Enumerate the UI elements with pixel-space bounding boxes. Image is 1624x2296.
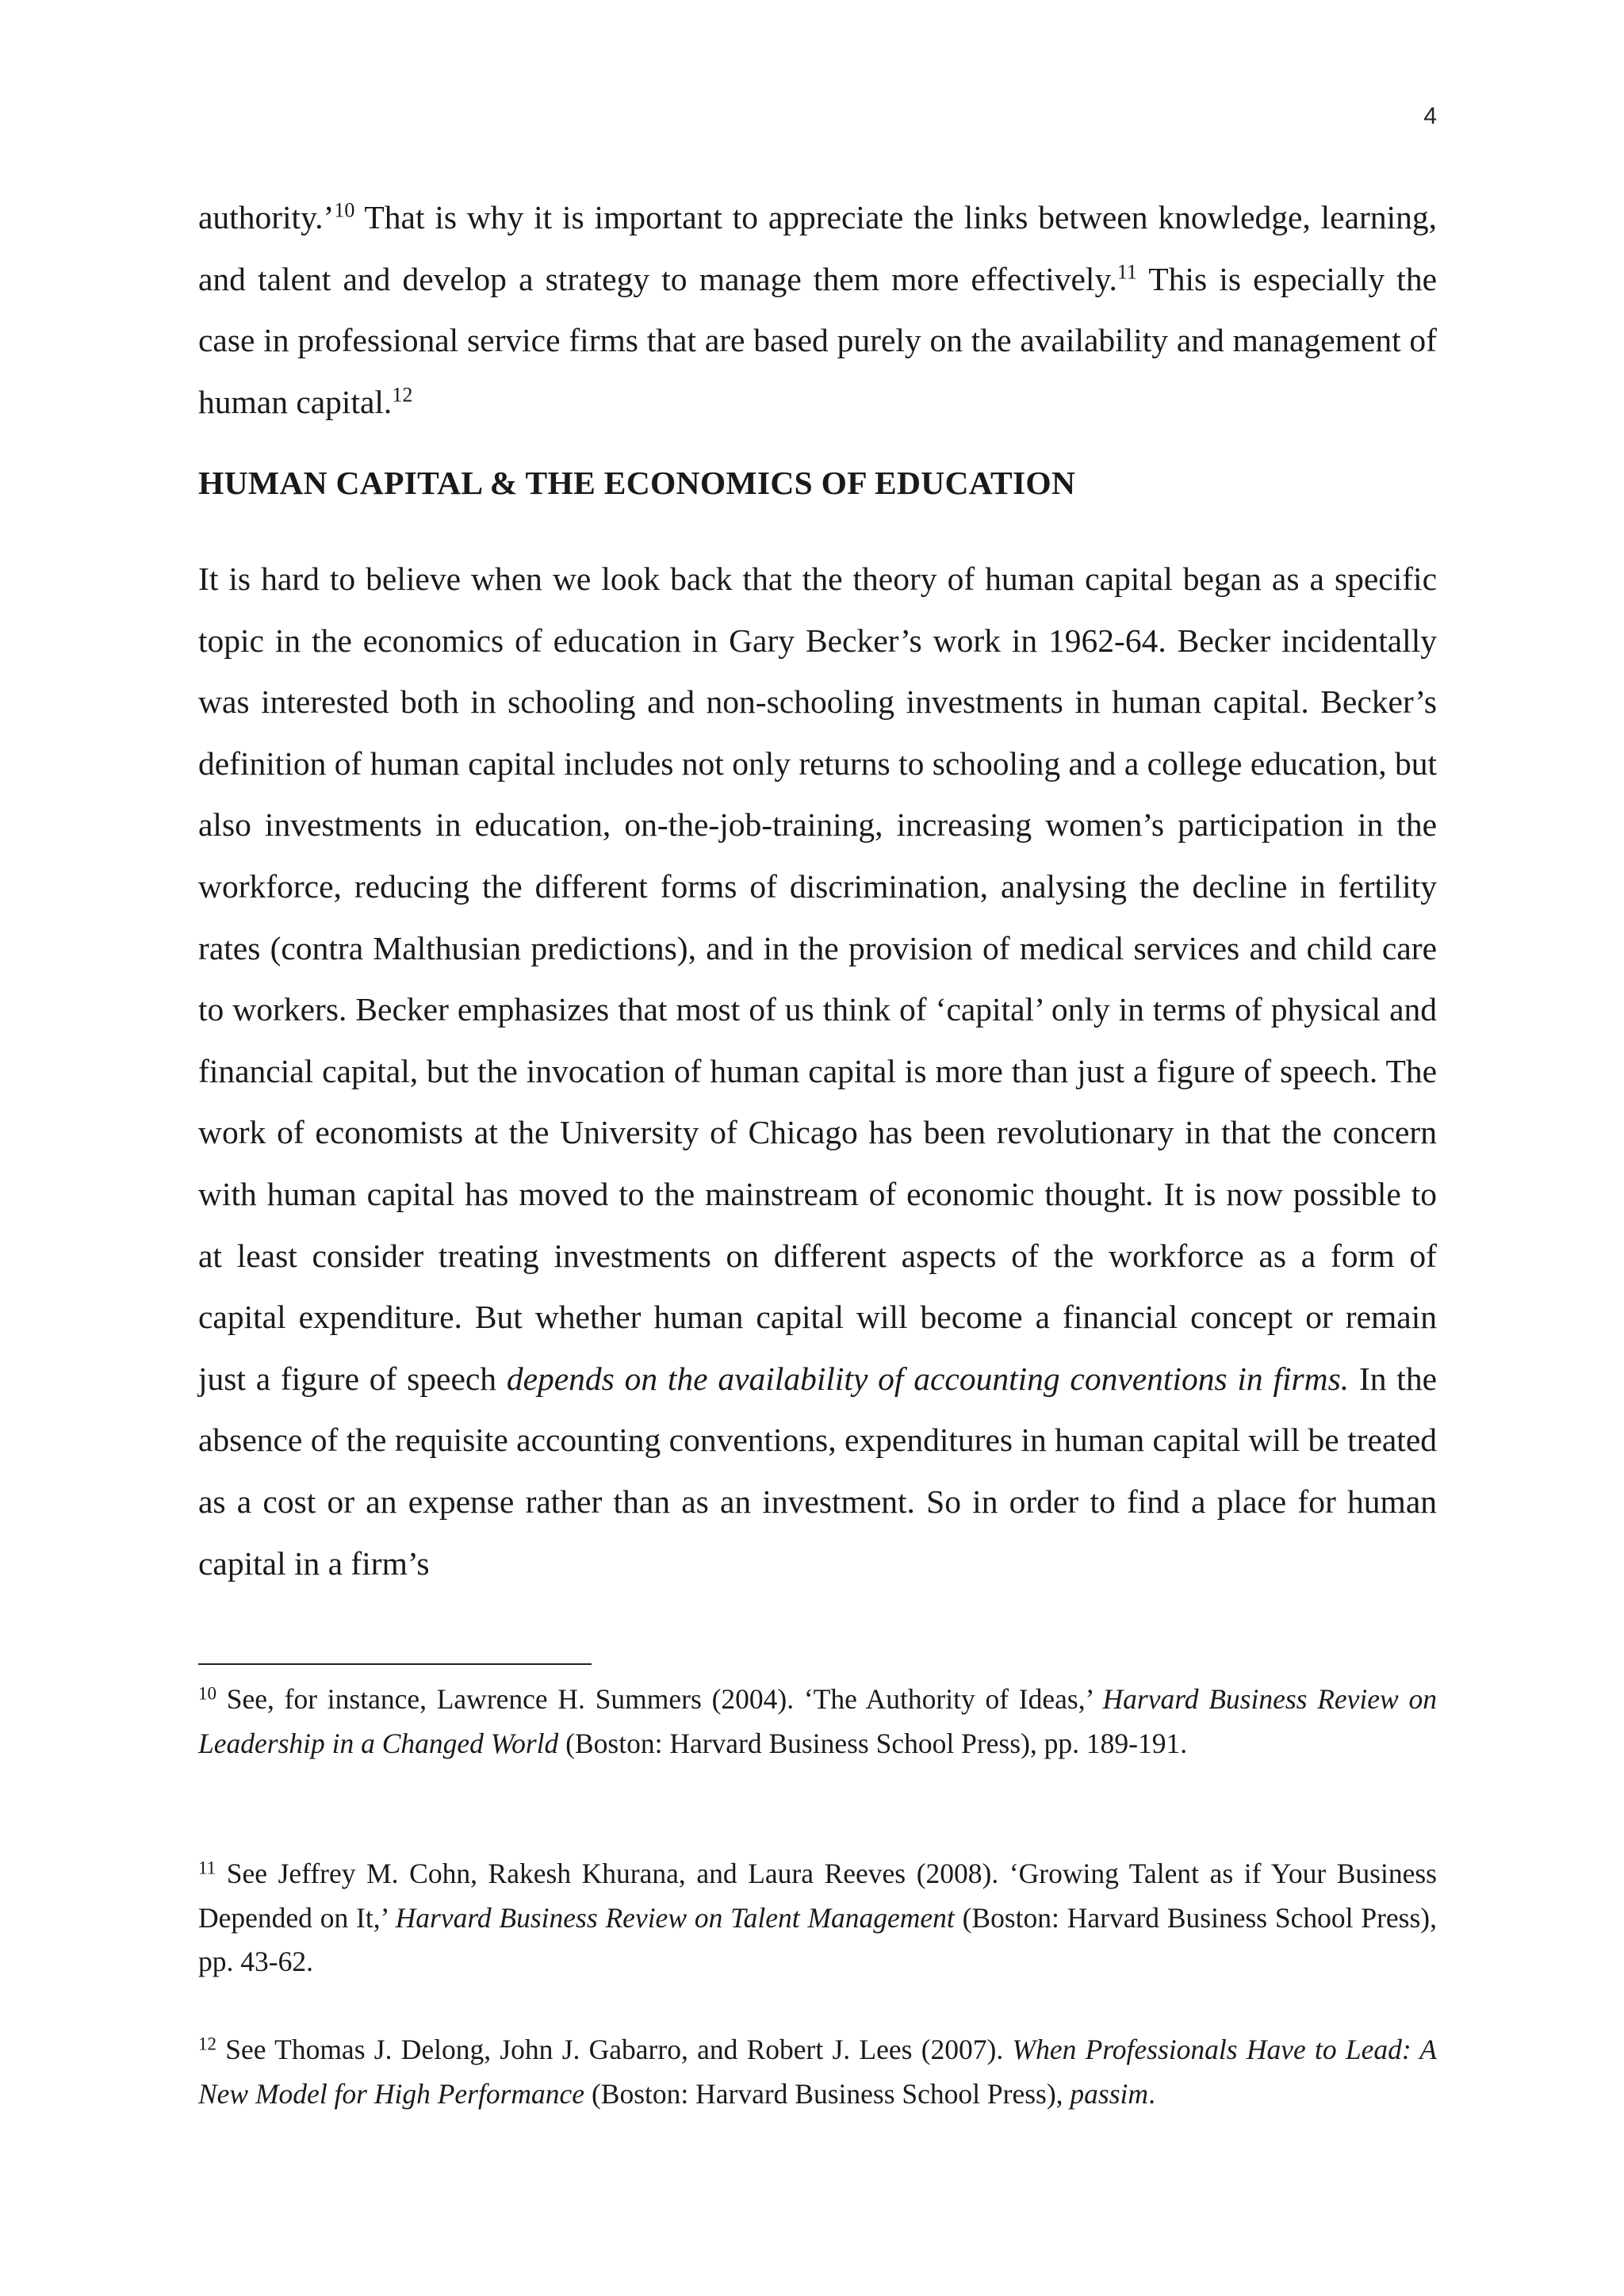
paragraph-text: authority.’ — [198, 199, 335, 235]
footnote-11 — [198, 1852, 1437, 1984]
footnote-ref-12[interactable]: 12 — [392, 383, 413, 407]
footnote-12 — [198, 2028, 1437, 2116]
paragraph-emphasis: depends on the availability of accounting conventions in firms. — [506, 1360, 1350, 1397]
paragraph-intro — [198, 187, 1437, 433]
footnote-text: See Jeffrey M. Cohn, Rakesh Khurana, and Laura Reeves (2008). ‘Growing Talent as if Your Business Depended on It,’ — [198, 1858, 1437, 1934]
footnote-text: See Thomas J. Delong, John J. Gabarro, and Robert J. Lees (2007). — [216, 2034, 1013, 2065]
footnote-separator — [198, 1663, 592, 1665]
footnote-text: See, for instance, Lawrence H. Summers (2004). ‘The Authority of Ideas,’ — [216, 1683, 1103, 1715]
footnote-title: When Professionals Have to Lead: A New Model for High Performance — [198, 2034, 1437, 2110]
footnote-text: (Boston: Harvard Business School Press), pp. 43-62. — [198, 1901, 1438, 1977]
footnote-title: Harvard Business Review on Leadership in a Changed World — [198, 1683, 1437, 1759]
paragraph-text: In the absence of the requisite accounting conventions, expenditures in human capital will be treated as a cost or an expense rather than as an investment. So in order to find a place for human capital in a firm’s — [198, 1360, 1437, 1582]
paragraph-text: That is why it is important to appreciate the links between knowledge, learning, and talent and develop a strategy to manage them more effectively. — [198, 199, 1437, 297]
footnote-10 — [198, 1678, 1437, 1766]
footnote-number: 10 — [198, 1683, 216, 1704]
paragraph-text: It is hard to believe when we look back that the theory of human capital began as a specific topic in the economics of education in Gary Becker’s work in 1962-64. Becker incidentally was interested both in schooling and non-schooling investments in human capital. Becker’s definition of human capital includes not only returns to schooling and a college education, but also investments in education, on-the-job-training, increasing women’s participation in the workforce, reducing the different forms of discrimination, analysing the decline in fertility rates (contra Malthusian predictions), and in the provision of medical services and child care to workers. Becker emphasizes that most of us think of ‘capital’ only in terms of physical and financial capital, but the invocation of human capital is more than just a figure of speech. The work of economists at the University of Chicago has been revolutionary in that the concern with human capital has moved to the mainstream of economic thought. It is now possible to at least consider treating investments on different aspects of the workforce as a form of capital expenditure. But whether human capital will become a financial concept or remain just a figure of speech — [198, 561, 1437, 1397]
footnote-title: Harvard Business Review on Talent Management — [395, 1901, 955, 1934]
page-number: 4 — [1423, 103, 1437, 129]
footnote-ref-11[interactable]: 11 — [1116, 260, 1137, 284]
paragraph-human-capital — [198, 549, 1437, 1594]
footnote-ref-10[interactable]: 10 — [334, 198, 355, 222]
footnote-passim: passim — [1070, 2077, 1149, 2110]
footnote-text: . — [1148, 2077, 1155, 2110]
paragraph-text: This is especially the case in professional service firms that are based purely on the availability and management of human capital. — [198, 260, 1437, 420]
footnote-number: 11 — [198, 1858, 216, 1878]
footnote-number: 12 — [198, 2034, 216, 2054]
footnote-text: (Boston: Harvard Business School Press), — [584, 2077, 1071, 2110]
footnote-text: (Boston: Harvard Business School Press), pp. 189-191. — [558, 1727, 1188, 1759]
section-heading: HUMAN CAPITAL & THE ECONOMICS OF EDUCATION — [198, 465, 1076, 501]
